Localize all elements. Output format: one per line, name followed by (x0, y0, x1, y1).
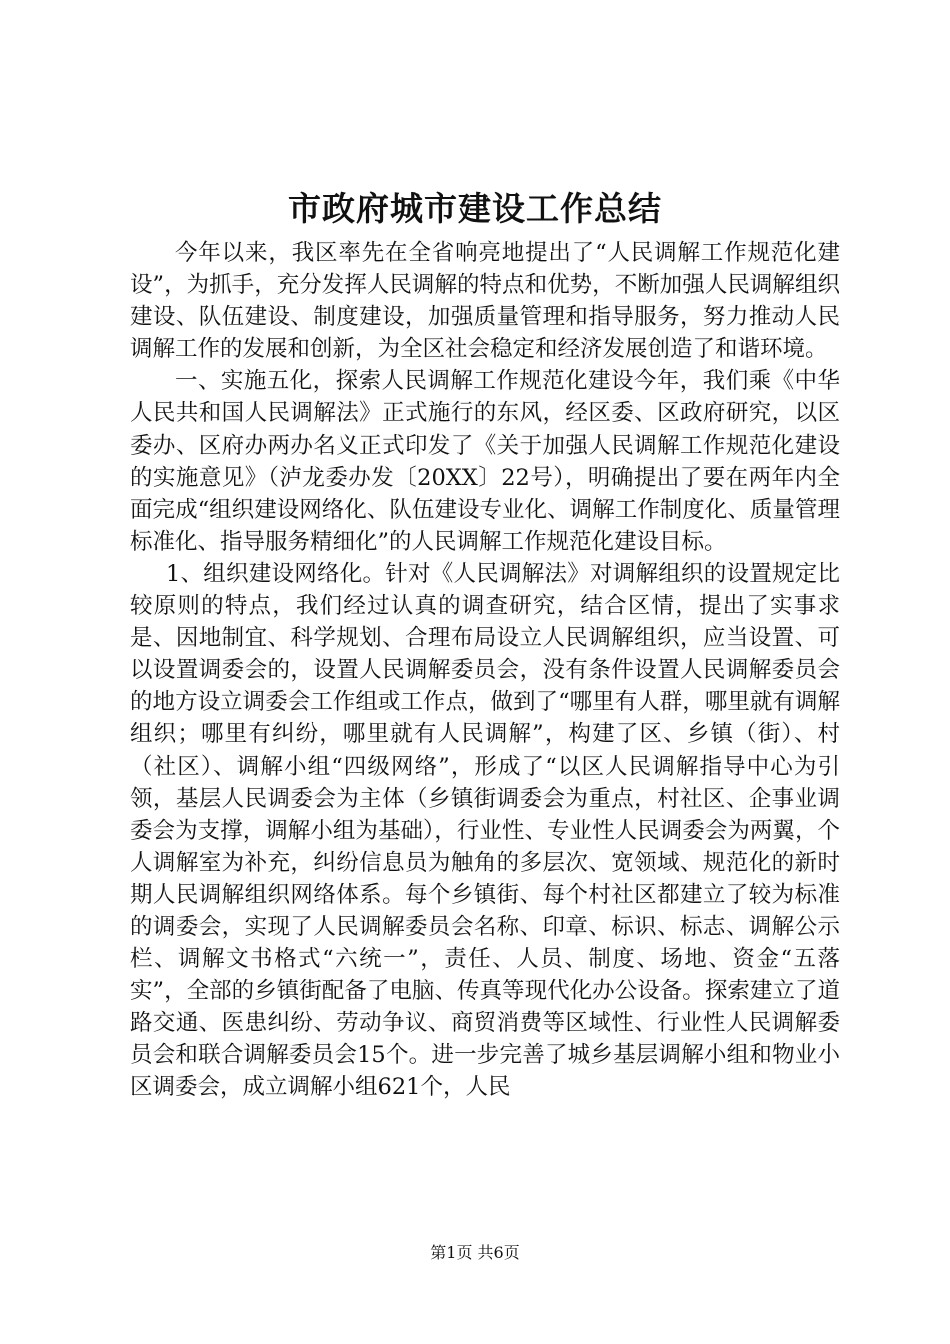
paragraph-intro: 今年以来，我区率先在全省响亮地提出了“人民调解工作规范化建设”，为抓手，充分发挥人民调解的特点和优势，不断加强人民调解组织建设、队伍建设、制度建设，加强质量管理和指导服务，努力推动人民调解工作的发展和创新，为全区社会稳定和经济发展创造了和谐环境。 (130, 240, 840, 363)
document-body (130, 237, 840, 1104)
paragraph-section-one: 一、实施五化，探索人民调解工作规范化建设今年，我们乘《中华人民共和国人民调解法》正式施行的东风，经区委、区政府研究，以区委办、区府办两办名义正式印发了《关于加强人民调解工作规范化建设的实施意见》（泸龙委办发〔20XX〕22号），明确提出了要在两年内全面完成“组织建设网络化、队伍建设专业化、调解工作制度化、质量管理标准化、指导服务精细化”的人民调解工作规范化建设目标。 (130, 368, 840, 555)
page-footer: 第1页 共6页 (430, 1243, 520, 1262)
paragraph-organization-network: 1、组织建设网络化。针对《人民调解法》对调解组织的设置规定比较原则的特点，我们经过认真的调查研究，结合区情，提出了实事求是、因地制宜、科学规划、合理布局设立人民调解组织，应当设置、可以设置调委会的，设置人民调解委员会，没有条件设置人民调解委员会的地方设立调委会工作组或工作点，做到了“哪里有人群，哪里就有调解组织；哪里有纠纷，哪里就有人民调解”，构建了区、乡镇（街）、村（社区）、调解小组“四级网络”，形成了“以区人民调解指导中心为引领，基层人民调委会为主体（乡镇街调委会为重点，村社区、企事业调委会为支撑，调解小组为基础），行业性、专业性人民调委会为两翼，个人调解室为补充，纠纷信息员为触角的多层次、宽领域、规范化的新时期人民调解组织网络体系。每个乡镇街、每个村社区都建立了较为标准的调委会，实现了人民调解委员会名称、印章、标识、标志、调解公示栏、调解文书格式“六统一”，责任、人员、制度、场地、资金“五落实”，全部的乡镇街配备了电脑、传真等现代化办公设备。探索建立了道路交通、医患纠纷、劳动争议、商贸消费等区域性、行业性人民调解委员会和联合调解委员会15个。进一步完善了城乡基层调解小组和物业小区调委会，成立调解小组621个，人民 (130, 560, 840, 1101)
document-title: 市政府城市建设工作总结 (288, 189, 662, 228)
